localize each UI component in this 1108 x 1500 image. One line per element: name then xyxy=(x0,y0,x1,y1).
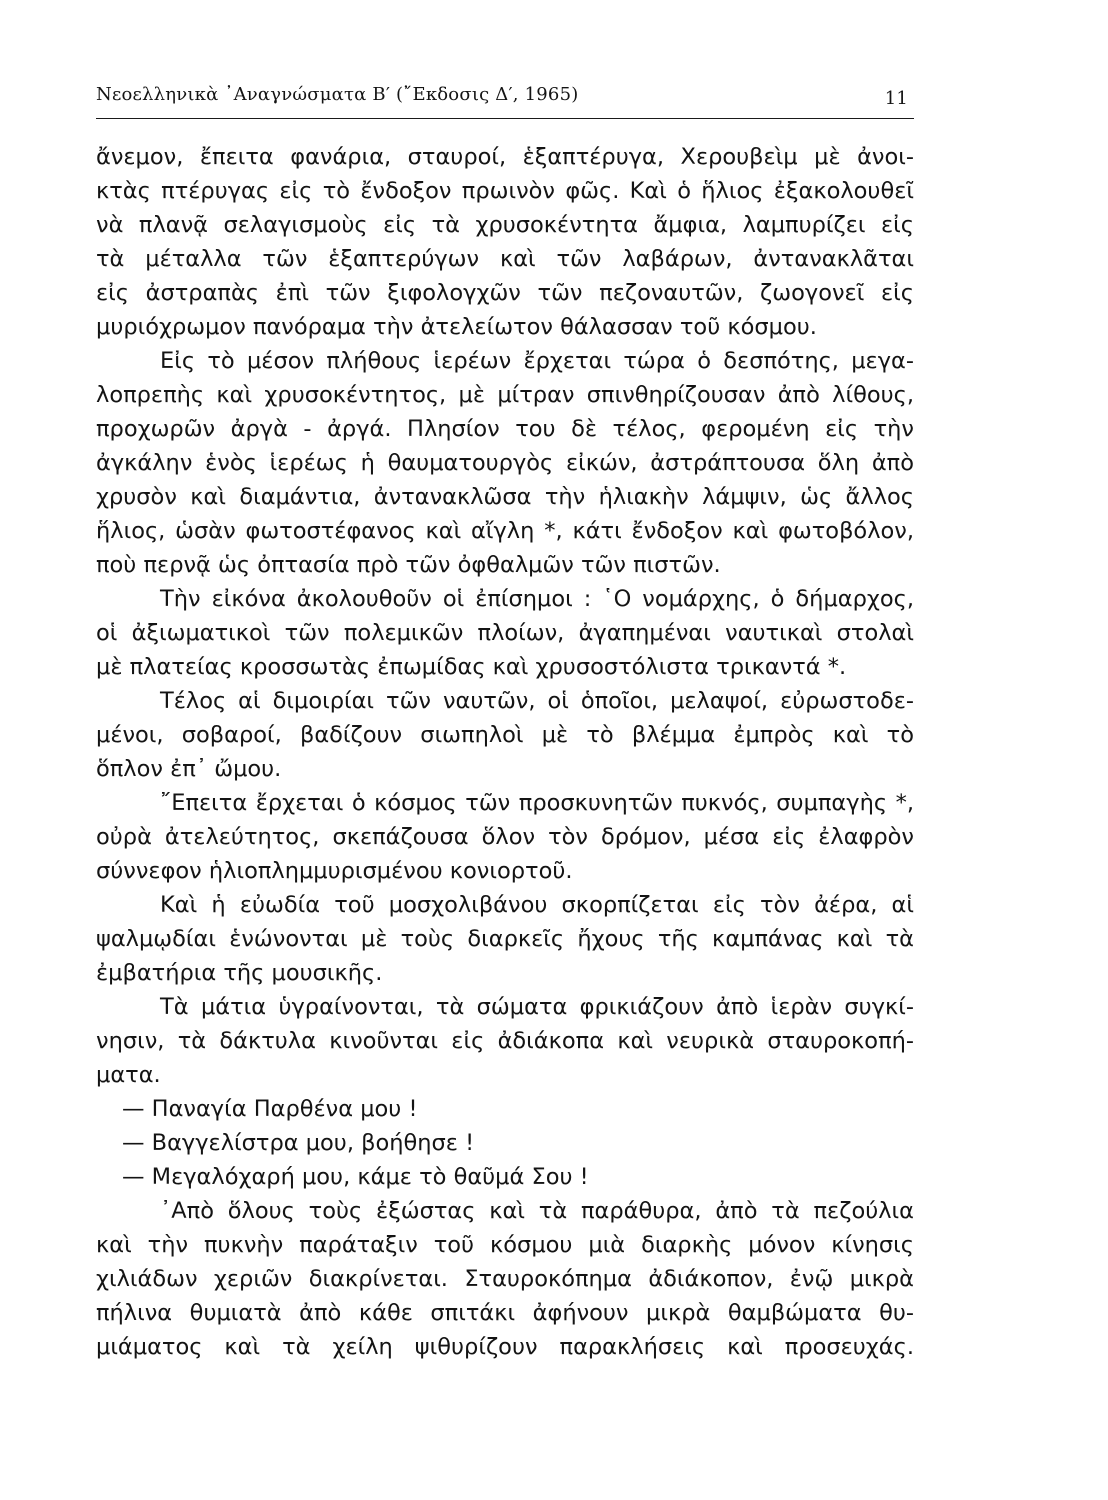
text-line: Τὰ μάτια ὑγραίνονται, τὰ σώματα φρικιάζουν ἀπὸ ἱερὰν συγκί- xyxy=(160,994,914,1020)
text-line: μὲ πλατείας κροσσωτὰς ἐπωμίδας καὶ χρυσοστόλιστα τρικαντά *. xyxy=(96,654,847,680)
text-line: χρυσὸν καὶ διαμάντια, ἀντανακλῶσα τὴν ἡλιακὴν λάμψιν, ὡς ἄλλος xyxy=(96,484,914,510)
text-line: ᾽Απὸ ὅλους τοὺς ἐξώστας καὶ τὰ παράθυρα, ἀπὸ τὰ πεζούλια xyxy=(160,1198,914,1224)
text-line: σύννεφον ἡλιοπλημμυρισμένου κονιορτοῦ. xyxy=(96,858,573,884)
text-line: Εἰς τὸ μέσον πλήθους ἱερέων ἔρχεται τώρα ὁ δεσπότης, μεγα- xyxy=(160,348,914,374)
text-line: καὶ τὴν πυκνὴν παράταξιν τοῦ κόσμου μιὰ διαρκὴς μόνον κίνησις xyxy=(96,1232,914,1258)
text-line: μιάματος καὶ τὰ χείλη ψιθυρίζουν παρακλήσεις καὶ προσευχάς. xyxy=(96,1334,914,1360)
text-line: λοπρεπὴς καὶ χρυσοκέντητος, μὲ μίτραν σπινθηρίζουσαν ἀπὸ λίθους, xyxy=(96,382,914,408)
text-line: ἄνεμον, ἔπειτα φανάρια, σταυροί, ἑξαπτέρυγα, Χερουβεὶμ μὲ ἀνοι- xyxy=(96,144,914,170)
text-line: — Μεγαλόχαρή μου, κάμε τὸ θαῦμά Σου ! xyxy=(122,1164,589,1190)
header-rule xyxy=(96,118,914,119)
text-line: Τὴν εἰκόνα ἀκολουθοῦν οἱ ἐπίσημοι : ῾Ο νομάρχης, ὁ δήμαρχος, xyxy=(160,586,914,612)
text-line: πήλινα θυμιατὰ ἀπὸ κάθε σπιτάκι ἀφήνουν μικρὰ θαμβώματα θυ- xyxy=(96,1300,914,1326)
text-line: μένοι, σοβαροί, βαδίζουν σιωπηλοὶ μὲ τὸ βλέμμα ἐμπρὸς καὶ τὸ xyxy=(96,722,914,748)
text-line: εἰς ἀστραπὰς ἐπὶ τῶν ξιφολογχῶν τῶν πεζοναυτῶν, ζωογονεῖ εἰς xyxy=(96,280,914,306)
page-number: 11 xyxy=(884,88,908,109)
text-line: ψαλμῳδίαι ἑνώνονται μὲ τοὺς διαρκεῖς ἤχους τῆς καμπάνας καὶ τὰ xyxy=(96,926,914,952)
text-line: μυριόχρωμον πανόραμα τὴν ἀτελείωτον θάλασσαν τοῦ κόσμου. xyxy=(96,314,817,340)
text-line: — Βαγγελίστρα μου, βοήθησε ! xyxy=(122,1130,475,1156)
text-line: ποὺ περνᾷ ὡς ὀπτασία πρὸ τῶν ὀφθαλμῶν τῶν πιστῶν. xyxy=(96,552,721,578)
text-line: προχωρῶν ἀργὰ - ἀργά. Πλησίον του δὲ τέλος, φερομένη εἰς τὴν xyxy=(96,416,914,442)
text-line: ἐμβατήρια τῆς μουσικῆς. xyxy=(96,960,383,986)
text-line: ῎Επειτα ἔρχεται ὁ κόσμος τῶν προσκυνητῶν πυκνός, συμπαγὴς *, xyxy=(160,790,914,816)
text-line: οὐρὰ ἀτελεύτητος, σκεπάζουσα ὅλον τὸν δρόμον, μέσα εἰς ἐλαφρὸν xyxy=(96,824,914,850)
text-line: νὰ πλανᾷ σελαγισμοὺς εἰς τὰ χρυσοκέντητα ἄμφια, λαμπυρίζει εἰς xyxy=(96,212,914,238)
text-line: κτὰς πτέρυγας εἰς τὸ ἔνδοξον πρωινὸν φῶς. Καὶ ὁ ἥλιος ἐξακολουθεῖ xyxy=(96,178,914,204)
text-line: νησιν, τὰ δάκτυλα κινοῦνται εἰς ἀδιάκοπα καὶ νευρικὰ σταυροκοπή- xyxy=(96,1028,914,1054)
text-line: οἱ ἀξιωματικοὶ τῶν πολεμικῶν πλοίων, ἀγαπημέναι ναυτικαὶ στολαὶ xyxy=(96,620,914,646)
text-line: Καὶ ἡ εὐωδία τοῦ μοσχολιβάνου σκορπίζεται εἰς τὸν ἀέρα, αἱ xyxy=(160,892,914,918)
body-text xyxy=(96,140,914,1364)
text-line: ματα. xyxy=(96,1062,161,1088)
text-line: τὰ μέταλλα τῶν ἑξαπτερύγων καὶ τῶν λαβάρων, ἀντανακλᾶται xyxy=(96,246,914,272)
text-line: ἥλιος, ὡσὰν φωτοστέφανος καὶ αἴγλη *, κάτι ἔνδοξον καὶ φωτοβόλον, xyxy=(96,518,914,544)
running-header xyxy=(96,84,914,114)
text-line: χιλιάδων χεριῶν διακρίνεται. Σταυροκόπημα ἀδιάκοπον, ἐνῷ μικρὰ xyxy=(96,1266,914,1292)
text-line: — Παναγία Παρθένα μου ! xyxy=(122,1096,418,1122)
running-title: Νεοελληνικὰ ᾽Αναγνώσματα Β′ (῎Εκδοσις Δ′, 1965) xyxy=(96,84,579,105)
text-line: ὅπλον ἐπ᾽ ὤμου. xyxy=(96,756,282,782)
text-line: Τέλος αἱ διμοιρίαι τῶν ναυτῶν, οἱ ὁποῖοι, μελαψοί, εὐρωστοδε- xyxy=(160,688,914,714)
text-line: ἀγκάλην ἑνὸς ἱερέως ἡ θαυματουργὸς εἰκών, ἀστράπτουσα ὅλη ἀπὸ xyxy=(96,450,914,476)
